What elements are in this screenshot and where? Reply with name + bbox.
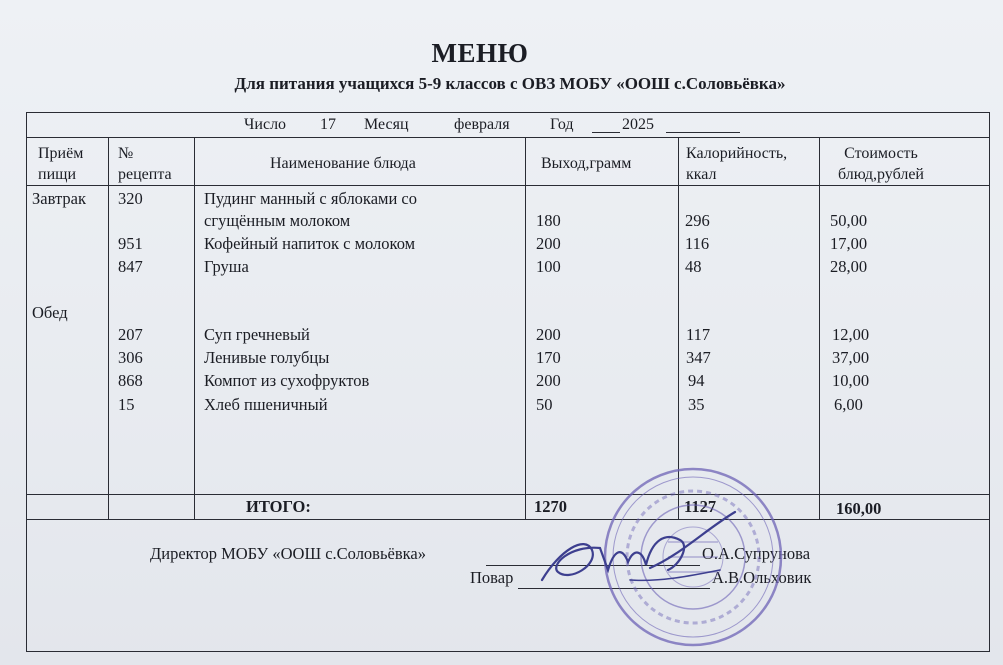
- meal-lunch: Обед: [32, 303, 68, 322]
- header-yield: Выход,грамм: [541, 155, 632, 172]
- cook-label: Повар: [470, 568, 514, 587]
- row-recipe: 847: [118, 257, 143, 276]
- total-cost: 160,00: [836, 499, 882, 518]
- day-label: Число: [244, 116, 287, 133]
- row-yield: 200: [536, 325, 561, 344]
- year-underline-right: [666, 132, 740, 133]
- row-calories: 116: [685, 234, 710, 253]
- meal-breakfast: Завтрак: [32, 189, 86, 208]
- row-yield: 200: [536, 234, 561, 253]
- row-cost: 50,00: [830, 211, 868, 230]
- header-calories: Калорийность, ккал: [686, 145, 788, 183]
- row-cost: 28,00: [830, 257, 868, 276]
- total-yield: 1270: [534, 497, 567, 516]
- row-dish: Кофейный напиток с молоком: [204, 234, 416, 253]
- col-rule-cost: [819, 138, 820, 519]
- row-dish: Хлеб пшеничный: [204, 395, 328, 414]
- total-calories: 1127: [684, 497, 717, 516]
- director-signature: [530, 510, 760, 600]
- row-calories: 35: [688, 395, 705, 414]
- header-dish: Наименование блюда: [270, 155, 416, 172]
- year-value: 2025: [622, 116, 654, 133]
- row-recipe: 868: [118, 371, 143, 390]
- row-cost: 10,00: [832, 371, 870, 390]
- row-yield: 200: [536, 371, 561, 390]
- row-cost: 37,00: [832, 348, 870, 367]
- director-label: Директор МОБУ «ООШ с.Соловьёвка»: [150, 544, 426, 563]
- row-calories: 347: [686, 348, 711, 367]
- row-recipe: 306: [118, 348, 143, 367]
- row-cost: 6,00: [834, 395, 863, 414]
- row-recipe: 951: [118, 234, 143, 253]
- header-meal: Приём пищи: [38, 145, 84, 183]
- row-calories: 94: [688, 371, 705, 390]
- row-dish: Ленивые голубцы: [204, 348, 330, 367]
- row-recipe: 15: [118, 395, 135, 414]
- row-dish: Компот из сухофруктов: [204, 371, 370, 390]
- row-calories: 117: [686, 325, 711, 344]
- row-calories: 296: [685, 211, 710, 230]
- row-dish: Пудинг манный с яблоками со: [204, 189, 417, 208]
- total-top-rule: [26, 494, 990, 495]
- header-cost: Стоимость блюд,рублей: [838, 145, 924, 183]
- row-yield: 50: [536, 395, 553, 414]
- director-name: О.А.Супрунова: [702, 544, 811, 563]
- col-rule-yield: [525, 138, 526, 519]
- date-line: [26, 112, 990, 138]
- row-cost: 12,00: [832, 325, 870, 344]
- row-dish: Груша: [204, 257, 249, 276]
- month-value: февраля: [454, 116, 510, 133]
- month-label: Месяц: [364, 116, 409, 133]
- row-yield: 180: [536, 211, 561, 230]
- row-recipe: 207: [118, 325, 143, 344]
- row-yield: 170: [536, 348, 561, 367]
- row-yield: 100: [536, 257, 561, 276]
- day-value: 17: [320, 116, 336, 133]
- row-cost: 17,00: [830, 234, 868, 253]
- year-underline-left: [592, 132, 620, 133]
- year-label: Год: [550, 116, 574, 133]
- row-recipe: 320: [118, 189, 143, 208]
- col-rule-recipe: [108, 138, 109, 519]
- row-calories: 48: [685, 257, 702, 276]
- row-dish-continued: сгущённым молоком: [204, 211, 351, 230]
- cook-name: А.В.Ольховик: [712, 568, 812, 587]
- total-label: ИТОГО:: [246, 497, 311, 516]
- header-recipe: № рецепта: [118, 145, 172, 183]
- document-subtitle: Для питания учащихся 5-9 классов с ОВЗ МОБУ «ООШ с.Соловьёвка»: [234, 74, 786, 93]
- col-rule-dish: [194, 138, 195, 519]
- row-dish: Суп гречневый: [204, 325, 310, 344]
- document-title: МЕНЮ: [431, 38, 529, 68]
- header-bottom-rule: [26, 185, 990, 186]
